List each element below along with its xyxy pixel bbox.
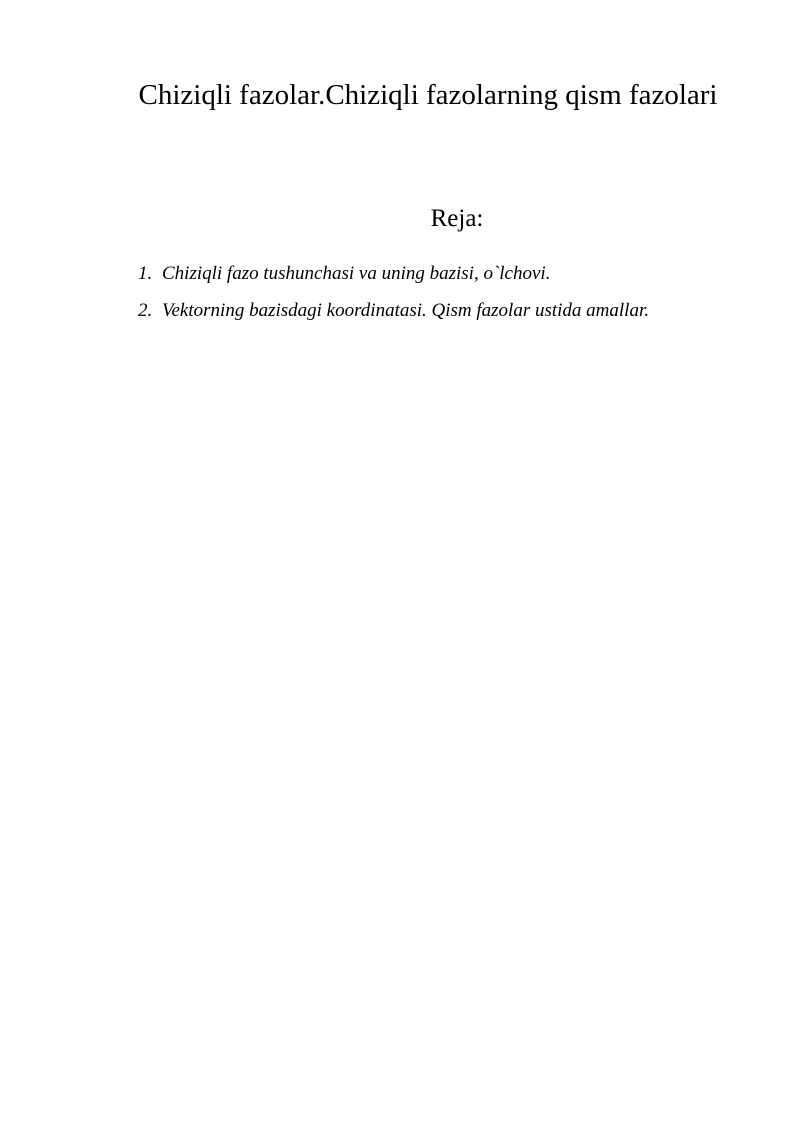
plan-item-text: Vektorning bazisdagi koordinatasi. Qism fazolar ustida amallar. — [162, 300, 649, 321]
document-title: Chiziqli fazolar.Chiziqli fazolarning qism fazolari — [138, 79, 718, 111]
plan-heading: Reja: — [430, 205, 484, 232]
plan-item — [138, 262, 778, 299]
plan-item-number: 2. — [138, 300, 153, 321]
plan-list — [138, 262, 778, 336]
plan-item — [138, 299, 778, 336]
plan-item-number: 1. — [138, 263, 153, 284]
plan-item-text: Chiziqli fazo tushunchasi va uning bazisi, o`lchovi. — [162, 263, 551, 284]
